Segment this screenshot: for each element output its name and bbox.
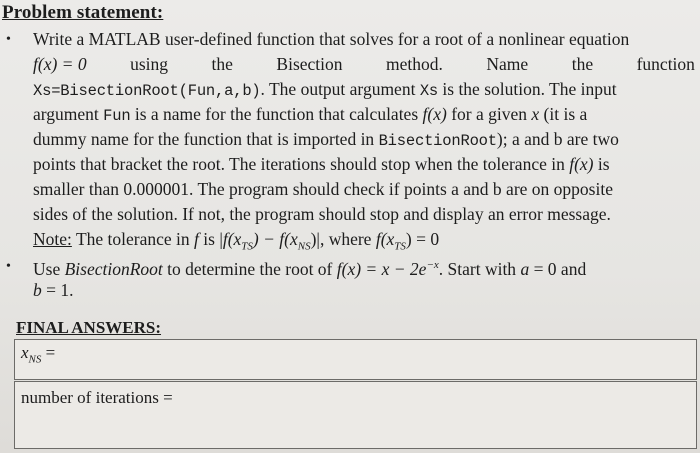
p2-line-1: Use BisectionRoot to determine the root of $f(x) = x - 2e^{-x}$. Start with a = 0 and	[33, 258, 587, 279]
problem-statement-heading: Problem statement:	[2, 2, 164, 23]
p1-line-1: Write a MATLAB user-defined function that solves for a root of a nonlinear equation	[33, 29, 630, 49]
p1-line-2: f(x) = 0 using the Bisection method. Name the function	[33, 54, 695, 74]
p1-line-4: argument Fun is a name for the function that calculates f(x) for a given x (it is a	[33, 104, 588, 125]
p1-line-8: sides of the solution. If not, the program should stop and display an error message.	[33, 204, 611, 224]
xns-answer-box[interactable]	[14, 339, 697, 380]
p1-line-5: dummy name for the function that is imported in BisectionRoot); a and b are two	[33, 129, 619, 150]
p1-line-3: Xs=BisectionRoot(Fun,a,b). The output argument Xs is the solution. The input	[33, 79, 617, 100]
xns-label: $x_{NS}$ =	[21, 343, 56, 366]
iterations-answer-box[interactable]	[14, 381, 697, 449]
bullet-marker-2: •	[6, 259, 11, 274]
p2-line-2: b = 1.	[33, 280, 74, 300]
final-answers-label: FINAL ANSWERS:	[16, 318, 162, 337]
p1-note-line: Note: The tolerance in f is $|f(x_{TS}) - f(x_{NS})|$, where $f(x_{TS}) = 0$	[33, 229, 440, 253]
bullet-marker-1: •	[6, 32, 11, 47]
function-signature-code: Xs=BisectionRoot(Fun,a,b)	[33, 82, 261, 100]
iterations-label: number of iterations =	[21, 388, 173, 407]
p1-line-7: smaller than 0.000001. The program should check if points a and b are on opposite	[33, 179, 613, 199]
p1-line-6: points that bracket the root. The iterations should stop when the tolerance in f(x) is	[33, 154, 610, 174]
